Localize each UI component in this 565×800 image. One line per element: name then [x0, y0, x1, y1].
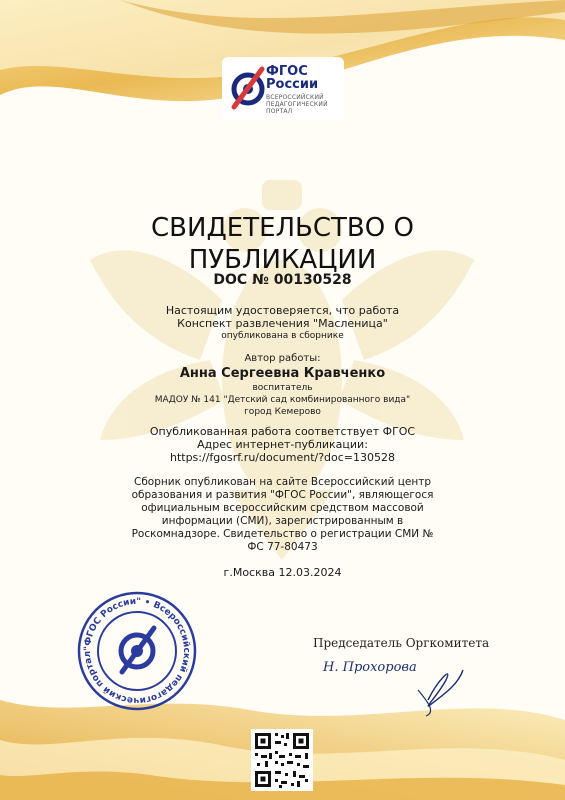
qr-code-icon [251, 729, 313, 791]
title-line2: ПУБЛИКАЦИИ [188, 245, 377, 275]
confirmation-block [60, 304, 505, 342]
logo-tagline1: ВСЕРОССИЙСКИЙ [266, 94, 324, 101]
collection-block [60, 476, 505, 554]
place-date: г.Москва 12.03.2024 [223, 566, 342, 579]
confirm-text: Настоящим удостоверяется, что работа [165, 304, 400, 317]
qr-code[interactable] [251, 729, 313, 791]
collection-line: официальным всероссийским средством массовой [141, 502, 424, 514]
author-label: Автор работы: [244, 353, 321, 364]
collection-line: информации (СМИ), зарегистрированным в [161, 515, 404, 527]
publication-url: https://fgosrf.ru/document/?doc=130528 [169, 451, 396, 464]
signature-name: Н. Прохорова [323, 660, 417, 675]
author-block [60, 353, 505, 418]
compliance-text: Опубликованная работа соответствует ФГОС [149, 425, 416, 438]
address-label: Адрес интернет-публикации: [197, 438, 368, 451]
collection-line: Роскомнадзоре. Свидетельство о регистрации СМИ № [131, 528, 434, 540]
publication-block [60, 425, 505, 464]
author-organization: МАДОУ № 141 "Детский сад комбинированного вида" [154, 395, 411, 405]
collection-line: Сборник опубликован на сайте Всероссийский центр [133, 476, 432, 488]
svg-text:"ФГОС России" • Всероссийский: "ФГОС России" • Всероссийский педагогический портал [82, 596, 192, 706]
fgos-logo [222, 57, 344, 121]
collection-line: образования и развития "ФГОС России", являющегося [131, 489, 434, 501]
author-position: воспитатель [252, 383, 313, 393]
certificate-title [60, 212, 505, 276]
published-in: опубликована в сборнике [221, 331, 344, 341]
stamp-seal [76, 590, 198, 712]
document-number: DOC № 00130528 [213, 272, 352, 288]
collection-line: ФС 77-80473 [247, 541, 318, 553]
fgos-emblem-icon [226, 59, 270, 119]
author-city: город Кемерово [244, 407, 321, 417]
logo-tagline3: ПОРТАЛ [266, 108, 293, 115]
logo-line1: ФГОС [266, 64, 308, 79]
logo-line2: России [266, 77, 319, 92]
logo-tagline2: ПЕДАГОГИЧЕСКИЙ [266, 101, 328, 108]
author-name: Анна Сергеевна Кравченко [179, 366, 386, 381]
title-line1: СВИДЕТЕЛЬСТВО О [151, 213, 414, 243]
chairman-label: Председатель Оргкомитета [313, 636, 490, 650]
work-title: Конспект развлечения "Масленица" [177, 317, 388, 330]
